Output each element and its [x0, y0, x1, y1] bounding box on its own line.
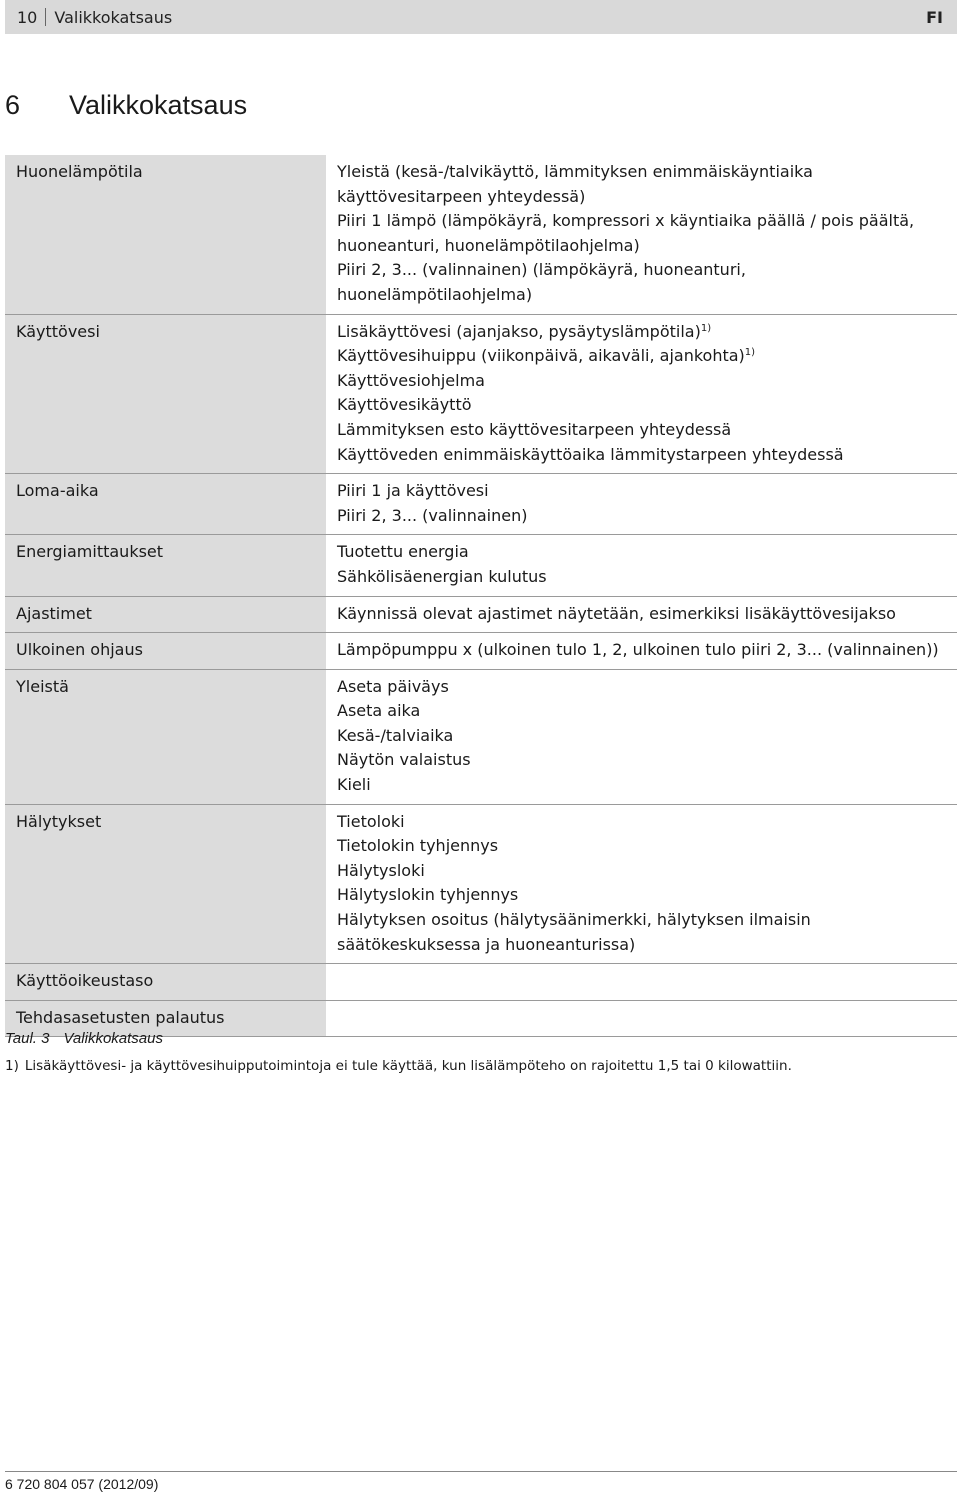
content-line: Näytön valaistus	[337, 750, 471, 770]
table-row	[5, 633, 957, 670]
content-line: Käynnissä olevat ajastimet näytetään, esimerkiksi lisäkäyttövesijakso	[337, 603, 896, 623]
content-line: Hälytyslokin tyhjennys	[337, 885, 519, 905]
row-content	[326, 474, 957, 535]
content-line: Lämmityksen esto käyttövesitarpeen yhteydessä	[337, 419, 732, 439]
content-line: Piiri 1 ja käyttövesi	[337, 481, 489, 501]
table-row	[5, 155, 957, 314]
content-line: Kieli	[337, 775, 371, 795]
footnote-ref: 1)	[700, 322, 712, 334]
content-line: Käyttöveden enimmäiskäyttöaika lämmitystarpeen yhteydessä	[337, 444, 844, 464]
content-line: Lämpöpumppu x (ulkoinen tulo 1, 2, ulkoinen tulo piiri 2, 3... (valinnainen))	[337, 640, 939, 660]
table-row	[5, 964, 957, 1001]
content-line: Aseta aika	[337, 701, 421, 721]
content-line: Piiri 2, 3... (valinnainen)	[337, 505, 528, 525]
row-label: Energiamittaukset	[5, 535, 326, 596]
content-line: Kesä-/talviaika	[337, 725, 454, 745]
language-code: FI	[926, 7, 943, 27]
row-label: Tehdasasetusten palautus	[5, 1000, 326, 1037]
content-line: Hälytysloki	[337, 860, 425, 880]
row-content	[326, 314, 957, 474]
content-line: Aseta päiväys	[337, 676, 449, 696]
row-label: Käyttövesi	[5, 314, 326, 474]
content-line: huoneanturi, huonelämpötilaohjelma)	[337, 235, 640, 255]
row-label: Ajastimet	[5, 596, 326, 633]
footnote-ref: 1)	[744, 347, 756, 359]
chapter-title: Valikkokatsaus	[69, 90, 248, 120]
content-line: Piiri 1 lämpö (lämpökäyrä, kompressori x käyntiaika päällä / pois päältä,	[337, 211, 915, 231]
row-content	[326, 964, 957, 1001]
caption-label: Taul. 3	[5, 1030, 50, 1047]
row-content	[326, 155, 957, 314]
page-number: 10	[17, 7, 38, 27]
header-divider	[45, 8, 46, 26]
row-content	[326, 596, 957, 633]
content-line: Hälytyksen osoitus (hälytysäänimerkki, hälytyksen ilmaisin	[337, 910, 811, 930]
footnote-marker: 1)	[5, 1058, 19, 1074]
chapter-number: 6	[5, 90, 21, 120]
content-line: Tietolokin tyhjennys	[337, 836, 499, 856]
document-number: 6 720 804 057 (2012/09)	[5, 1476, 159, 1492]
content-line: Tuotettu energia	[337, 542, 469, 562]
line-text: Lisäkäyttövesi (ajanjakso, pysäytyslämpötila)	[337, 321, 701, 341]
menu-overview-table	[5, 155, 957, 1037]
row-label: Ulkoinen ohjaus	[5, 633, 326, 670]
chapter-heading	[5, 90, 247, 121]
table-row	[5, 804, 957, 964]
row-content	[326, 633, 957, 670]
row-content	[326, 1000, 957, 1037]
line-text: Käyttövesihuippu (viikonpäivä, aikaväli, ajankohta)	[337, 346, 745, 366]
content-line: käyttövesitarpeen yhteydessä)	[337, 186, 586, 206]
content-line: Sähkölisäenergian kulutus	[337, 566, 547, 586]
table-row	[5, 474, 957, 535]
row-content	[326, 804, 957, 964]
content-line: säätökeskuksessa ja huoneanturissa)	[337, 934, 636, 954]
header-section: Valikkokatsaus	[54, 7, 173, 27]
table-row	[5, 596, 957, 633]
content-line	[337, 320, 947, 345]
row-label: Loma-aika	[5, 474, 326, 535]
footnote	[5, 1058, 792, 1074]
content-line: huonelämpötilaohjelma)	[337, 284, 533, 304]
content-line: Käyttövesikäyttö	[337, 395, 472, 415]
row-label: Yleistä	[5, 669, 326, 804]
content-line: Piiri 2, 3... (valinnainen) (lämpökäyrä, huoneanturi,	[337, 260, 746, 280]
content-line: Käyttövesiohjelma	[337, 370, 485, 390]
table-row	[5, 669, 957, 804]
row-label: Hälytykset	[5, 804, 326, 964]
table-row	[5, 314, 957, 474]
content-line: Tietoloki	[337, 811, 405, 831]
footnote-text: Lisäkäyttövesi- ja käyttövesihuipputoimintoja ei tule käyttää, kun lisälämpöteho on rajoitettu 1,5 tai 0 kilowattiin.	[24, 1058, 792, 1074]
page-header	[5, 0, 957, 34]
row-label: Huonelämpötila	[5, 155, 326, 314]
footer-divider	[5, 1471, 957, 1472]
table-row	[5, 535, 957, 596]
caption-text: Valikkokatsaus	[63, 1030, 163, 1047]
row-label: Käyttöoikeustaso	[5, 964, 326, 1001]
table-caption	[5, 1030, 163, 1047]
row-content	[326, 669, 957, 804]
row-content	[326, 535, 957, 596]
content-line: Yleistä (kesä-/talvikäyttö, lämmityksen enimmäiskäyntiaika	[337, 162, 813, 181]
content-line	[337, 344, 947, 369]
